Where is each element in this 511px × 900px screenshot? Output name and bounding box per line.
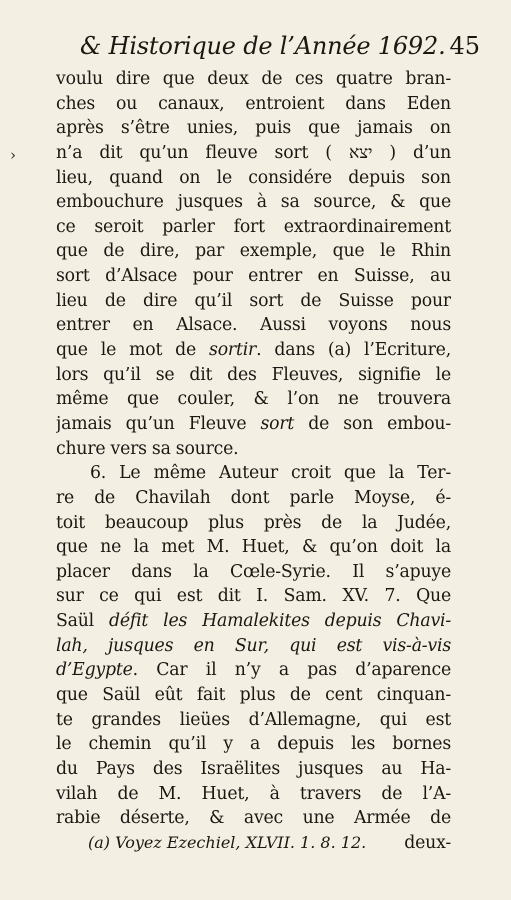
text-line: sur ce qui est dit I. Sam. XV. 7. Que	[56, 586, 451, 607]
text-line: le chemin qu’il y a depuis les bornes	[56, 734, 451, 755]
text-line: ches ou canaux, entroient dans Eden	[56, 93, 451, 114]
text-line: placer dans la Cœle-Syrie. Il s’apuye	[56, 561, 451, 582]
text-line: même que couler, & l’on ne trouvera	[56, 389, 451, 410]
text-line: ce seroit parler fort extraordinairement	[56, 216, 451, 237]
body-text	[56, 67, 451, 856]
text-line: du Pays des Israëlites jusques au Ha-	[56, 758, 451, 779]
running-title: & Historique de l’Année 1692.	[80, 32, 446, 60]
text-line: que le mot de sortir. dans (a) l’Ecriture,	[56, 340, 451, 361]
text-line: entrer en Alsace. Aussi voyons nous	[56, 315, 451, 336]
text-line: n’a dit qu’un fleuve sort ( יצא ) d’un	[56, 142, 451, 163]
text-line: vilah de M. Huet, à travers de l’A-	[56, 783, 451, 804]
text-line: lors qu’il se dit des Fleuves, signifie le	[56, 364, 451, 385]
text-line: toit beaucoup plus près de la Judée,	[56, 512, 451, 533]
text-line: que ne la met M. Huet, & qu’on doit la	[56, 537, 451, 558]
text-line: re de Chavilah dont parle Moyse, é-	[56, 487, 451, 508]
margin-mark: ›	[10, 146, 16, 164]
text-line: Saül défit les Hamalekites depuis Chavi-	[56, 611, 451, 632]
text-line: voulu dire que deux de ces quatre bran-	[56, 69, 451, 89]
text-line: jamais qu’un Fleuve sort de son embou-	[56, 413, 451, 434]
text-line: lieu, quand on le considére depuis son	[56, 167, 451, 188]
page-number: 45	[449, 32, 480, 60]
footnote: (a) Voyez Ezechiel, XLVII. 1. 8. 12.	[88, 833, 367, 852]
text-line: rabie déserte, & avec une Armée de	[56, 808, 451, 829]
text-line: d’Egypte. Car il n’y a pas d’aparence	[56, 660, 451, 681]
text-line: que Saül eût fait plus de cent cinquan-	[56, 685, 451, 706]
running-header	[80, 26, 480, 58]
text-line: sort d’Alsace pour entrer en Suisse, au	[56, 266, 451, 287]
text-line: embouchure jusques à sa source, & que	[56, 192, 451, 213]
text-line: chure vers sa source.	[56, 438, 239, 459]
text-line: après s’être unies, puis que jamais on	[56, 118, 451, 139]
text-line: te grandes lieües d’Allemagne, qui est	[56, 709, 451, 730]
text-line: que de dire, par exemple, que le Rhin	[56, 241, 451, 262]
text-line: lah, jusques en Sur, qui est vis-à-vis	[56, 635, 451, 656]
text-line: 6. Le même Auteur croit que la Ter-	[90, 463, 451, 484]
text-line: deux-	[404, 832, 451, 853]
text-line: lieu de dire qu’il sort de Suisse pour	[56, 290, 451, 311]
